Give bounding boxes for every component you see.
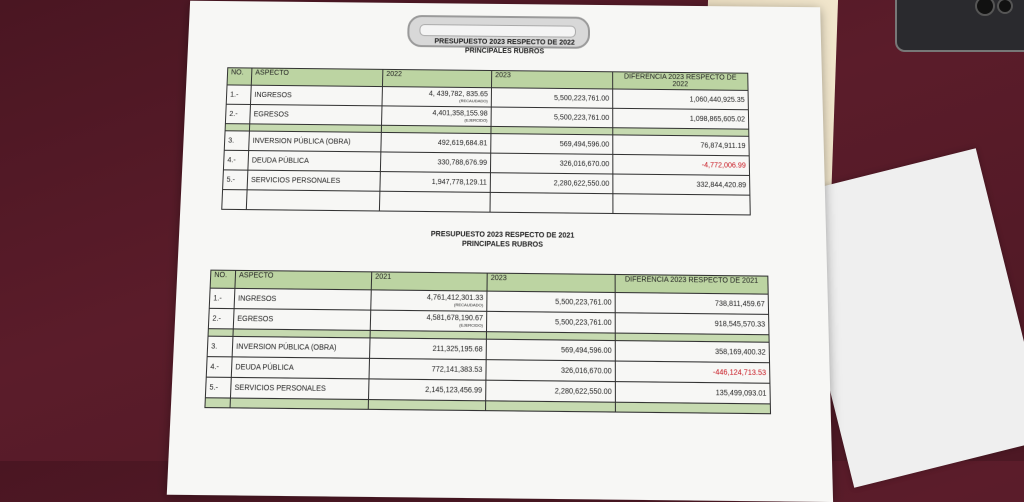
- column-header: ASPECTO: [235, 270, 372, 289]
- difference-value: 135,499,093.01: [615, 382, 770, 404]
- row-aspect: INGRESOS: [250, 85, 382, 106]
- prev-year-value: 4,761,412,301.33 (RECAUDADO): [371, 290, 487, 311]
- row-number: 2.-: [225, 104, 250, 124]
- current-year-value: 569,494,596.00: [486, 339, 615, 361]
- prev-year-value: 492,619,684.81: [381, 132, 491, 153]
- current-year-value: 569,494,596.00: [491, 134, 613, 155]
- column-header: ASPECTO: [251, 68, 383, 87]
- column-header: NO.: [210, 270, 236, 288]
- row-number: 1.-: [226, 85, 251, 105]
- row-aspect: SERVICIOS PERSONALES: [247, 170, 380, 191]
- prev-year-value: 4,401,358,155.98 (EJERCIDO): [382, 106, 492, 127]
- prev-year-value: 211,325,195.68: [370, 338, 487, 360]
- difference-value: -446,124,713.53: [615, 361, 770, 383]
- difference-value: 358,169,400.32: [615, 341, 769, 363]
- current-year-value: 5,500,223,761.00: [487, 291, 615, 313]
- current-year-value: 2,280,622,550.00: [486, 380, 616, 402]
- budget-table: [204, 270, 771, 415]
- column-header: 2023: [491, 71, 612, 89]
- row-aspect: DEUDA PÚBLICA: [231, 357, 369, 379]
- phone: [895, 0, 1024, 52]
- phone-camera-icon: [975, 0, 995, 16]
- row-number: 3.: [224, 131, 249, 151]
- table-title: PRESUPUESTO 2023 RESPECTO DE 2022 PRINCIPALES RUBROS: [434, 38, 575, 56]
- row-aspect: INGRESOS: [234, 288, 371, 310]
- phone-camera-icon: [997, 0, 1013, 14]
- document-page: [167, 1, 833, 502]
- row-number: 2.-: [208, 308, 234, 329]
- current-year-value: 5,500,223,761.00: [491, 107, 613, 128]
- prev-year-value: 4, 439,782, 835.65 (RECAUDADO): [382, 87, 492, 107]
- current-year-value: 5,500,223,761.00: [486, 311, 615, 333]
- column-header: DIFERENCIA 2023 RESPECTO DE 2022: [613, 72, 748, 91]
- current-year-value: 326,016,670.00: [486, 360, 615, 382]
- column-header: 2021: [371, 272, 487, 291]
- difference-value: 738,811,459.67: [615, 292, 768, 314]
- row-aspect: DEUDA PÚBLICA: [248, 151, 381, 172]
- row-number: 4.-: [206, 357, 232, 378]
- row-number: 4.-: [223, 150, 248, 170]
- row-number: 3.: [207, 336, 233, 357]
- current-year-value: 326,016,670.00: [490, 153, 612, 174]
- current-year-value: 2,280,622,550.00: [490, 173, 613, 194]
- difference-value: 1,060,440,925.35: [613, 89, 749, 110]
- prev-year-value: 772,141,383.53: [369, 358, 486, 380]
- prev-year-value: 330,788,676.99: [380, 152, 490, 173]
- prev-year-value: 1,947,778,129.11: [380, 172, 491, 193]
- difference-value: 918,545,570.33: [615, 313, 769, 335]
- row-aspect: SERVICIOS PERSONALES: [230, 377, 369, 399]
- difference-value: 332,844,420.89: [613, 174, 750, 195]
- prev-year-value: 4,581,678,190.67 (EJERCIDO): [370, 310, 487, 332]
- row-aspect: EGRESOS: [233, 309, 370, 331]
- difference-value: 76,874,911.19: [613, 135, 749, 156]
- row-aspect: INVERSION PÚBLICA (OBRA): [249, 131, 382, 152]
- blank-row: [222, 190, 751, 215]
- prev-year-value: 2,145,123,456.99: [368, 379, 485, 401]
- row-number: 5.-: [223, 170, 248, 190]
- row-number: 1.-: [209, 288, 235, 308]
- difference-value: 1,098,865,605.02: [613, 108, 749, 129]
- row-number: 5.-: [205, 377, 231, 398]
- budget-table: [221, 67, 751, 215]
- difference-value: -4,772,006.99: [613, 154, 750, 175]
- column-header: 2022: [382, 69, 491, 87]
- row-aspect: INVERSION PÚBLICA (OBRA): [232, 336, 370, 358]
- current-year-value: 5,500,223,761.00: [491, 88, 612, 109]
- table-title: PRESUPUESTO 2023 RESPECTO DE 2021 PRINCIPALES RUBROS: [430, 230, 575, 249]
- column-header: 2023: [487, 273, 615, 292]
- row-aspect: EGRESOS: [250, 104, 382, 125]
- column-header: DIFERENCIA 2023 RESPECTO DE 2021: [615, 274, 768, 294]
- column-header: NO.: [227, 68, 252, 85]
